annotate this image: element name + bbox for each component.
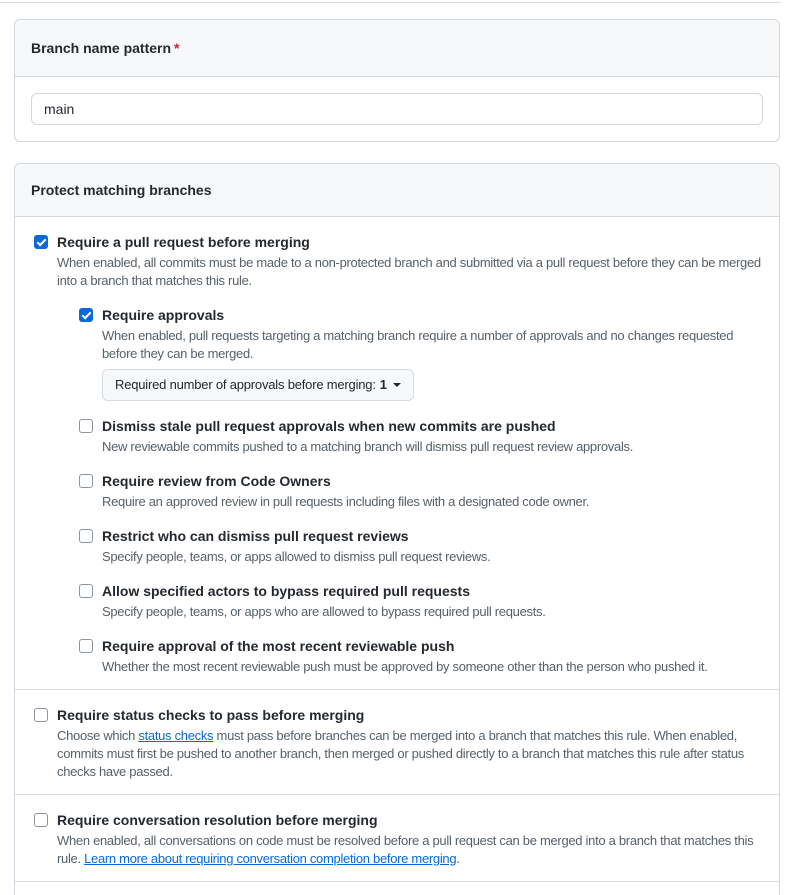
rule-require-status-checks <box>34 705 763 781</box>
approvals-count-dropdown-label: Required number of approvals before merging: <box>115 377 376 392</box>
require-status-checks-body <box>57 705 763 781</box>
rule-require-approvals <box>79 305 763 401</box>
dismiss-stale-approvals-label[interactable]: Dismiss stale pull request approvals when new commits are pushed <box>102 418 556 434</box>
conversation-resolution-desc-text: When enabled, all conversations on code must be resolved before a pull request can be merged into a branch that matches this rule. <box>57 833 754 866</box>
branch-name-pattern-title: Branch name pattern <box>31 40 172 56</box>
require-status-checks-checkbox[interactable] <box>34 708 48 722</box>
bypass-pull-request-checkbox[interactable] <box>79 584 93 598</box>
require-pull-request-description: When enabled, all commits must be made to a non-protected branch and submitted via a pull request before they can be merged into a branch that matches this rule. <box>57 255 761 288</box>
restrict-dismissals-checkbox[interactable] <box>79 529 93 543</box>
require-approvals-checkbox[interactable] <box>79 308 93 322</box>
require-code-owner-review-label[interactable]: Require review from Code Owners <box>102 473 331 489</box>
conversation-resolution-description <box>57 832 763 868</box>
rule-last-push-approval <box>79 636 763 676</box>
pull-request-section <box>15 217 779 689</box>
require-code-owner-review-body <box>102 471 763 511</box>
status-checks-link[interactable]: status checks <box>138 728 214 743</box>
next-section-cutoff <box>15 881 779 895</box>
last-push-approval-label[interactable]: Require approval of the most recent reviewable push <box>102 638 455 654</box>
rule-conversation-resolution <box>34 810 763 868</box>
conversation-resolution-body <box>57 810 763 868</box>
bypass-pull-request-body <box>102 581 763 621</box>
pull-request-sub-rules <box>79 305 763 676</box>
approvals-count-dropdown[interactable] <box>102 369 414 401</box>
rule-restrict-dismissals <box>79 526 763 566</box>
required-asterisk: * <box>174 40 180 56</box>
require-status-checks-label[interactable]: Require status checks to pass before merging <box>57 707 365 723</box>
protect-matching-branches-card <box>14 163 780 895</box>
conversation-resolution-label[interactable]: Require conversation resolution before merging <box>57 812 378 828</box>
restrict-dismissals-description: Specify people, teams, or apps allowed to dismiss pull request reviews. <box>102 549 491 564</box>
dismiss-stale-approvals-checkbox[interactable] <box>79 419 93 433</box>
require-code-owner-review-checkbox[interactable] <box>79 474 93 488</box>
last-push-approval-checkbox[interactable] <box>79 639 93 653</box>
last-push-approval-description: Whether the most recent reviewable push must be approved by someone other than the person who pushed it. <box>102 659 708 674</box>
protect-matching-branches-title: Protect matching branches <box>31 182 212 198</box>
conversation-resolution-checkbox[interactable] <box>34 813 48 827</box>
conversation-resolution-section <box>15 794 779 881</box>
require-approvals-label[interactable]: Require approvals <box>102 307 225 323</box>
require-code-owner-review-description: Require an approved review in pull requests including files with a designated code owner. <box>102 494 590 509</box>
dismiss-stale-approvals-description: New reviewable commits pushed to a matching branch will dismiss pull request review approvals. <box>102 439 634 454</box>
branch-name-pattern-card <box>14 19 780 142</box>
status-checks-section <box>15 689 779 794</box>
require-pull-request-checkbox[interactable] <box>34 235 48 249</box>
rule-dismiss-stale-approvals <box>79 416 763 456</box>
require-pull-request-body <box>57 232 763 676</box>
branch-name-pattern-header <box>15 20 779 77</box>
rule-bypass-pull-request <box>79 581 763 621</box>
approvals-count-value: 1 <box>379 377 387 392</box>
branch-name-pattern-body <box>15 77 779 141</box>
require-status-checks-description <box>57 727 763 781</box>
rule-require-code-owner-review <box>79 471 763 511</box>
require-approvals-body <box>102 305 763 401</box>
last-push-approval-body <box>102 636 763 676</box>
branch-name-pattern-input[interactable] <box>31 93 763 125</box>
bypass-pull-request-description: Specify people, teams, or apps who are allowed to bypass required pull requests. <box>102 604 546 619</box>
require-approvals-description: When enabled, pull requests targeting a matching branch require a number of approvals and no changes requested before they can be merged. <box>102 328 734 361</box>
chevron-down-icon <box>393 383 401 391</box>
conversation-resolution-learn-more-link[interactable]: Learn more about requiring conversation completion before merging <box>84 851 457 866</box>
bypass-pull-request-label[interactable]: Allow specified actors to bypass required pull requests <box>102 583 470 599</box>
restrict-dismissals-label[interactable]: Restrict who can dismiss pull request reviews <box>102 528 409 544</box>
rule-require-pull-request <box>34 232 763 676</box>
conversation-resolution-desc-suffix: . <box>456 851 460 866</box>
dismiss-stale-approvals-body <box>102 416 763 456</box>
status-checks-desc-before: Choose which <box>57 728 139 743</box>
status-checks-desc-after: must pass before branches can be merged into a branch that matches this rule. When enabled, commits must first be pushed to another branch, then merged or pushed directly to a branch that matches this rule after status checks have passed. <box>57 728 744 779</box>
restrict-dismissals-body <box>102 526 763 566</box>
protect-matching-branches-header <box>15 164 779 217</box>
require-pull-request-label[interactable]: Require a pull request before merging <box>57 234 310 250</box>
section-top-divider <box>0 2 781 3</box>
